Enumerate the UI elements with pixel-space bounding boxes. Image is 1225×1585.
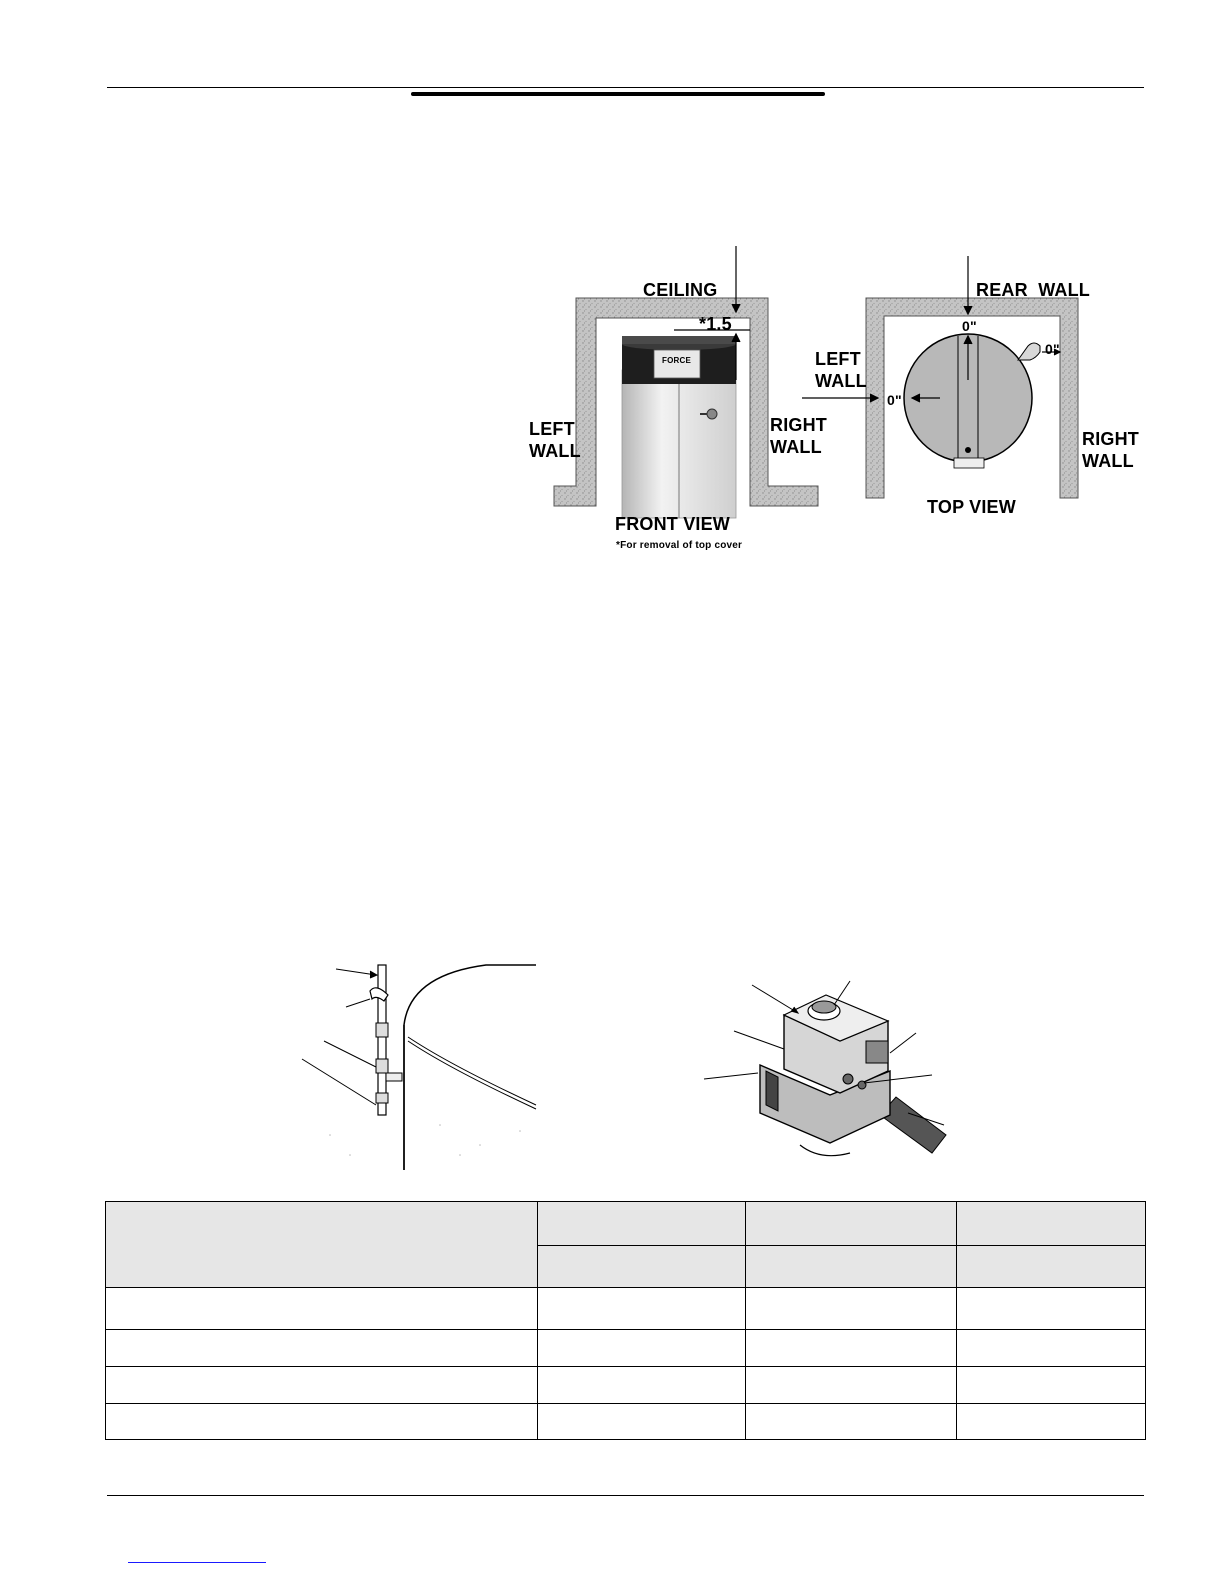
table-cell — [957, 1330, 1146, 1367]
heater-brand-logo: FORCE — [662, 356, 691, 365]
table-header-cell — [957, 1246, 1146, 1288]
table-header-cell — [746, 1202, 957, 1246]
table-cell — [106, 1330, 538, 1367]
table-row — [106, 1330, 1146, 1367]
table-cell — [538, 1330, 746, 1367]
table-header-cell — [957, 1202, 1146, 1246]
water-heater-piping-illustration — [300, 955, 550, 1175]
table-row — [106, 1404, 1146, 1440]
table-cell — [746, 1404, 957, 1440]
table-cell — [746, 1288, 957, 1330]
label-front-view-title: FRONT VIEW — [615, 514, 730, 534]
table-cell — [106, 1288, 538, 1330]
label-left-clearance: 0" — [887, 392, 902, 408]
table-cell — [538, 1404, 746, 1440]
header-title-bar — [411, 92, 825, 96]
label-front-right-wall: RIGHT WALL — [770, 415, 827, 457]
table-cell — [106, 1404, 538, 1440]
table-cell — [957, 1404, 1146, 1440]
spec-table — [105, 1201, 1146, 1440]
header-rule — [107, 87, 1144, 88]
table-row — [106, 1288, 1146, 1330]
label-top-view-title: TOP VIEW — [927, 497, 1016, 517]
table-cell — [106, 1367, 538, 1404]
table-header-row-1 — [106, 1202, 1146, 1246]
footer-rule — [107, 1495, 1144, 1496]
water-heater-top — [904, 334, 1040, 468]
table-cell — [538, 1288, 746, 1330]
table-cell — [957, 1288, 1146, 1330]
label-top-cover-note: *For removal of top cover — [616, 540, 743, 551]
label-top-right-wall: RIGHT WALL — [1082, 429, 1139, 471]
table-cell — [746, 1367, 957, 1404]
label-rear-clearance: 0" — [962, 318, 977, 334]
table-cell — [538, 1367, 746, 1404]
label-top-left-wall: LEFT WALL — [815, 349, 867, 391]
table-header-cell — [746, 1246, 957, 1288]
label-ceiling: CEILING — [643, 280, 718, 300]
label-rear-wall: REAR WALL — [976, 280, 1090, 300]
table-header-cell — [538, 1202, 746, 1246]
table-cell — [957, 1367, 1146, 1404]
table-cell — [746, 1330, 957, 1367]
gas-control-valve-illustration — [700, 975, 950, 1165]
table-header-cell — [106, 1202, 538, 1288]
label-ceiling-dimension: *1.5 — [699, 314, 732, 334]
label-front-left-wall: LEFT WALL — [529, 419, 581, 461]
table-row — [106, 1367, 1146, 1404]
label-right-clearance: 0" — [1045, 341, 1060, 357]
table-header-cell — [538, 1246, 746, 1288]
footer-link[interactable] — [128, 1562, 266, 1563]
